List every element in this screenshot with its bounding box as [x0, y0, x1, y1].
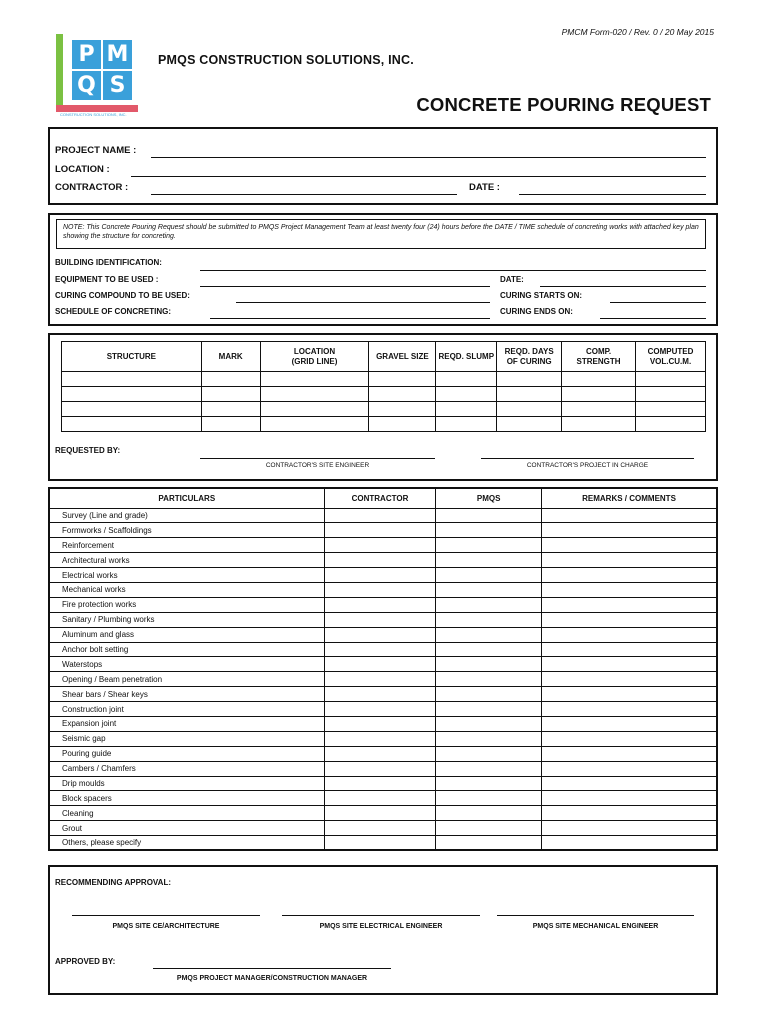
company-name: PMQS CONSTRUCTION SOLUTIONS, INC. [158, 53, 414, 67]
structure-row [62, 387, 706, 402]
curing-starts-label: CURING STARTS ON: [500, 291, 583, 300]
checklist-row [49, 791, 717, 806]
structure-cell[interactable] [201, 402, 260, 417]
checklist-contractor-cell[interactable] [324, 612, 436, 627]
checklist-particular: Formworks / Scaffoldings [49, 523, 324, 538]
checklist-contractor-cell[interactable] [324, 776, 436, 791]
checklist-particular: Others, please specify [49, 836, 324, 851]
checklist-pmqs-cell[interactable] [436, 776, 542, 791]
checklist-row [49, 508, 717, 523]
checklist-remarks-cell[interactable] [542, 657, 717, 672]
checklist-remarks-cell[interactable] [542, 612, 717, 627]
checklist-contractor-cell[interactable] [324, 761, 436, 776]
project-incharge-signature-line[interactable] [481, 458, 694, 459]
checklist-row [49, 582, 717, 597]
checklist-contractor-cell[interactable] [324, 746, 436, 761]
checklist-remarks-cell[interactable] [542, 791, 717, 806]
checklist-remarks-cell[interactable] [542, 821, 717, 836]
checklist-particular: Seismic gap [49, 731, 324, 746]
structure-cell[interactable] [497, 402, 562, 417]
checklist-particular: Fire protection works [49, 597, 324, 612]
checklist-pmqs-cell[interactable] [436, 702, 542, 717]
checklist-particular: Survey (Line and grade) [49, 508, 324, 523]
structure-cell[interactable] [636, 387, 706, 402]
checklist-row [49, 776, 717, 791]
logo-letter: P [72, 40, 101, 69]
checklist-pmqs-cell[interactable] [436, 821, 542, 836]
checklist-row [49, 702, 717, 717]
curing-compound-label: CURING COMPOUND TO BE USED: [55, 291, 190, 300]
checklist-row [49, 821, 717, 836]
checklist-row [49, 657, 717, 672]
checklist-contractor-cell[interactable] [324, 538, 436, 553]
checklist-contractor-cell[interactable] [324, 806, 436, 821]
checklist-remarks-cell[interactable] [542, 836, 717, 851]
checklist-particular: Grout [49, 821, 324, 836]
structure-cell[interactable] [62, 417, 202, 432]
structure-row [62, 417, 706, 432]
checklist-contractor-cell[interactable] [324, 597, 436, 612]
location-field[interactable] [131, 176, 706, 177]
checklist-row [49, 716, 717, 731]
date-field[interactable] [519, 194, 706, 195]
checklist-pmqs-cell[interactable] [436, 672, 542, 687]
manager-signature-line[interactable] [153, 968, 391, 969]
checklist-row [49, 553, 717, 568]
structure-cell[interactable] [369, 417, 436, 432]
recommending-approval-label: RECOMMENDING APPROVAL: [55, 878, 171, 887]
structure-cell[interactable] [436, 417, 497, 432]
checklist-pmqs-cell[interactable] [436, 523, 542, 538]
checklist-remarks-cell[interactable] [542, 672, 717, 687]
checklist-contractor-cell[interactable] [324, 568, 436, 583]
col-comp-strength: COMP. STRENGTH [562, 342, 636, 372]
structure-cell[interactable] [497, 417, 562, 432]
checklist-contractor-cell[interactable] [324, 508, 436, 523]
checklist-contractor-cell[interactable] [324, 836, 436, 851]
checklist-remarks-cell[interactable] [542, 627, 717, 642]
schedule-field[interactable] [210, 318, 490, 319]
checklist-row [49, 746, 717, 761]
submission-note: NOTE: This Concrete Pouring Request should be submitted to PMQS Project Management Team at least twenty four (24) hours before the DATE / TIME schedule of concreting works with attached key plan showing the structure for concreting. [56, 219, 706, 249]
checklist-pmqs-cell[interactable] [436, 761, 542, 776]
requested-by-label: REQUESTED BY: [55, 446, 121, 455]
checklist-remarks-cell[interactable] [542, 523, 717, 538]
checklist-particular: Pouring guide [49, 746, 324, 761]
checklist-particular: Electrical works [49, 568, 324, 583]
checklist-contractor-cell[interactable] [324, 582, 436, 597]
checklist-pmqs-cell[interactable] [436, 791, 542, 806]
electrical-caption: PMQS SITE ELECTRICAL ENGINEER [319, 923, 443, 930]
structure-cell[interactable] [369, 372, 436, 387]
structure-cell[interactable] [201, 387, 260, 402]
checklist-contractor-cell[interactable] [324, 731, 436, 746]
site-engineer-caption: CONTRACTOR'S SITE ENGINEER [265, 462, 370, 469]
checklist-table [48, 487, 718, 851]
col-days-curing: REQD. DAYS OF CURING [497, 342, 562, 372]
checklist-pmqs-cell[interactable] [436, 508, 542, 523]
checklist-row [49, 687, 717, 702]
mechanical-signature-line[interactable] [497, 915, 694, 916]
col-pmqs: PMQS [436, 488, 542, 508]
checklist-remarks-cell[interactable] [542, 553, 717, 568]
checklist-row [49, 523, 717, 538]
structure-cell[interactable] [260, 372, 369, 387]
checklist-remarks-cell[interactable] [542, 538, 717, 553]
checklist-contractor-cell[interactable] [324, 627, 436, 642]
checklist-pmqs-cell[interactable] [436, 538, 542, 553]
checklist-row [49, 836, 717, 851]
structure-cell[interactable] [260, 402, 369, 417]
structure-cell[interactable] [636, 402, 706, 417]
manager-caption: PMQS PROJECT MANAGER/CONSTRUCTION MANAGER [176, 975, 368, 982]
checklist-remarks-cell[interactable] [542, 568, 717, 583]
structure-header-row [62, 342, 706, 372]
checklist-particular: Waterstops [49, 657, 324, 672]
checklist-particular: Cleaning [49, 806, 324, 821]
checklist-remarks-cell[interactable] [542, 731, 717, 746]
location-label: LOCATION : [55, 164, 110, 175]
checklist-contractor-cell[interactable] [324, 716, 436, 731]
structure-cell[interactable] [562, 387, 636, 402]
col-slump: REQD. SLUMP [436, 342, 497, 372]
col-mark: MARK [201, 342, 260, 372]
approved-by-label: APPROVED BY: [55, 957, 116, 966]
form-title: CONCRETE POURING REQUEST [416, 94, 711, 115]
checklist-remarks-cell[interactable] [542, 597, 717, 612]
contractor-field[interactable] [151, 194, 457, 195]
checklist-particular: Anchor bolt setting [49, 642, 324, 657]
curing-ends-field[interactable] [600, 318, 706, 319]
structure-cell[interactable] [201, 372, 260, 387]
checklist-row [49, 806, 717, 821]
checklist-remarks-cell[interactable] [542, 687, 717, 702]
checklist-pmqs-cell[interactable] [436, 806, 542, 821]
curing-compound-field[interactable] [236, 302, 490, 303]
logo-ruler-pink [56, 105, 138, 112]
checklist-remarks-cell[interactable] [542, 776, 717, 791]
ce-arch-caption: PMQS SITE CE/ARCHITECTURE [112, 923, 220, 930]
equipment-field[interactable] [200, 286, 490, 287]
checklist-row [49, 672, 717, 687]
checklist-particular: Architectural works [49, 553, 324, 568]
checklist-pmqs-cell[interactable] [436, 836, 542, 851]
structure-cell[interactable] [436, 402, 497, 417]
structure-cell[interactable] [62, 372, 202, 387]
structure-cell[interactable] [436, 372, 497, 387]
checklist-particular: Construction joint [49, 702, 324, 717]
curing-ends-label: CURING ENDS ON: [500, 307, 573, 316]
structure-cell[interactable] [562, 417, 636, 432]
checklist-remarks-cell[interactable] [542, 806, 717, 821]
checklist-contractor-cell[interactable] [324, 523, 436, 538]
logo-letter: M [103, 40, 132, 69]
checklist-remarks-cell[interactable] [542, 761, 717, 776]
checklist-pmqs-cell[interactable] [436, 627, 542, 642]
col-computed-volume: COMPUTED VOL.CU.M. [636, 342, 706, 372]
structure-cell[interactable] [201, 417, 260, 432]
checklist-contractor-cell[interactable] [324, 642, 436, 657]
checklist-row [49, 761, 717, 776]
checklist-contractor-cell[interactable] [324, 791, 436, 806]
checklist-pmqs-cell[interactable] [436, 553, 542, 568]
checklist-row [49, 568, 717, 583]
checklist-row [49, 538, 717, 553]
site-engineer-signature-line[interactable] [200, 458, 435, 459]
checklist-particular: Mechanical works [49, 582, 324, 597]
col-particulars: PARTICULARS [49, 488, 324, 508]
checklist-pmqs-cell[interactable] [436, 568, 542, 583]
checklist-remarks-cell[interactable] [542, 508, 717, 523]
checklist-contractor-cell[interactable] [324, 702, 436, 717]
checklist-contractor-cell[interactable] [324, 672, 436, 687]
checklist-contractor-cell[interactable] [324, 553, 436, 568]
checklist-particular: Shear bars / Shear keys [49, 687, 324, 702]
electrical-signature-line[interactable] [282, 915, 480, 916]
date-label: DATE : [469, 182, 500, 193]
structure-cell[interactable] [260, 387, 369, 402]
building-identification-field[interactable] [200, 270, 706, 271]
logo-letter: S [103, 71, 132, 100]
checklist-remarks-cell[interactable] [542, 702, 717, 717]
col-structure: STRUCTURE [62, 342, 202, 372]
checklist-pmqs-cell[interactable] [436, 612, 542, 627]
checklist-particular: Opening / Beam penetration [49, 672, 324, 687]
checklist-particular: Aluminum and glass [49, 627, 324, 642]
structure-cell[interactable] [260, 417, 369, 432]
structure-cell[interactable] [62, 387, 202, 402]
details-date-field[interactable] [540, 286, 706, 287]
col-gravel-size: GRAVEL SIZE [369, 342, 436, 372]
col-contractor: CONTRACTOR [324, 488, 436, 508]
checklist-remarks-cell[interactable] [542, 746, 717, 761]
checklist-particular: Block spacers [49, 791, 324, 806]
structure-cell[interactable] [636, 372, 706, 387]
checklist-pmqs-cell[interactable] [436, 716, 542, 731]
checklist-pmqs-cell[interactable] [436, 582, 542, 597]
equipment-label: EQUIPMENT TO BE USED : [55, 275, 159, 284]
checklist-remarks-cell[interactable] [542, 642, 717, 657]
col-remarks: REMARKS / COMMENTS [542, 488, 717, 508]
checklist-row [49, 642, 717, 657]
checklist-contractor-cell[interactable] [324, 657, 436, 672]
curing-starts-field[interactable] [610, 302, 706, 303]
structure-cell[interactable] [497, 372, 562, 387]
col-location: LOCATION (GRID LINE) [260, 342, 369, 372]
structure-cell[interactable] [436, 387, 497, 402]
logo-letter: Q [72, 71, 101, 100]
checklist-particular: Cambers / Chamfers [49, 761, 324, 776]
mechanical-caption: PMQS SITE MECHANICAL ENGINEER [532, 923, 659, 930]
logo-grid [72, 40, 132, 100]
project-name-field[interactable] [151, 157, 706, 158]
checklist-pmqs-cell[interactable] [436, 687, 542, 702]
checklist-contractor-cell[interactable] [324, 687, 436, 702]
structure-cell[interactable] [636, 417, 706, 432]
logo-tagline: CONSTRUCTION SOLUTIONS, INC. [60, 112, 127, 117]
structure-cell[interactable] [369, 402, 436, 417]
checklist-particular: Drip moulds [49, 776, 324, 791]
checklist-remarks-cell[interactable] [542, 582, 717, 597]
building-identification-label: BUILDING IDENTIFICATION: [55, 258, 162, 267]
company-logo [56, 34, 138, 116]
structure-row [62, 372, 706, 387]
checklist-remarks-cell[interactable] [542, 716, 717, 731]
structure-cell[interactable] [62, 402, 202, 417]
checklist-pmqs-cell[interactable] [436, 657, 542, 672]
checklist-row [49, 597, 717, 612]
schedule-label: SCHEDULE OF CONCRETING: [55, 307, 171, 316]
project-name-label: PROJECT NAME : [55, 145, 137, 156]
checklist-row [49, 612, 717, 627]
checklist-particular: Sanitary / Plumbing works [49, 612, 324, 627]
checklist-particular: Expansion joint [49, 716, 324, 731]
checklist-particular: Reinforcement [49, 538, 324, 553]
checklist-row [49, 731, 717, 746]
structure-cell[interactable] [369, 387, 436, 402]
ce-arch-signature-line[interactable] [72, 915, 260, 916]
contractor-label: CONTRACTOR : [55, 182, 129, 193]
structure-table [61, 341, 706, 432]
checklist-row [49, 627, 717, 642]
structure-row [62, 402, 706, 417]
checklist-pmqs-cell[interactable] [436, 746, 542, 761]
checklist-contractor-cell[interactable] [324, 821, 436, 836]
checklist-pmqs-cell[interactable] [436, 731, 542, 746]
form-code: PMCM Form-020 / Rev. 0 / 20 May 2015 [561, 27, 714, 37]
details-date-label: DATE: [500, 275, 524, 284]
checklist-pmqs-cell[interactable] [436, 597, 542, 612]
structure-cell[interactable] [562, 402, 636, 417]
logo-ruler-green [56, 34, 63, 112]
structure-cell[interactable] [562, 372, 636, 387]
checklist-pmqs-cell[interactable] [436, 642, 542, 657]
structure-cell[interactable] [497, 387, 562, 402]
checklist-header-row [49, 488, 717, 508]
project-incharge-caption: CONTRACTOR'S PROJECT IN CHARGE [526, 462, 649, 469]
